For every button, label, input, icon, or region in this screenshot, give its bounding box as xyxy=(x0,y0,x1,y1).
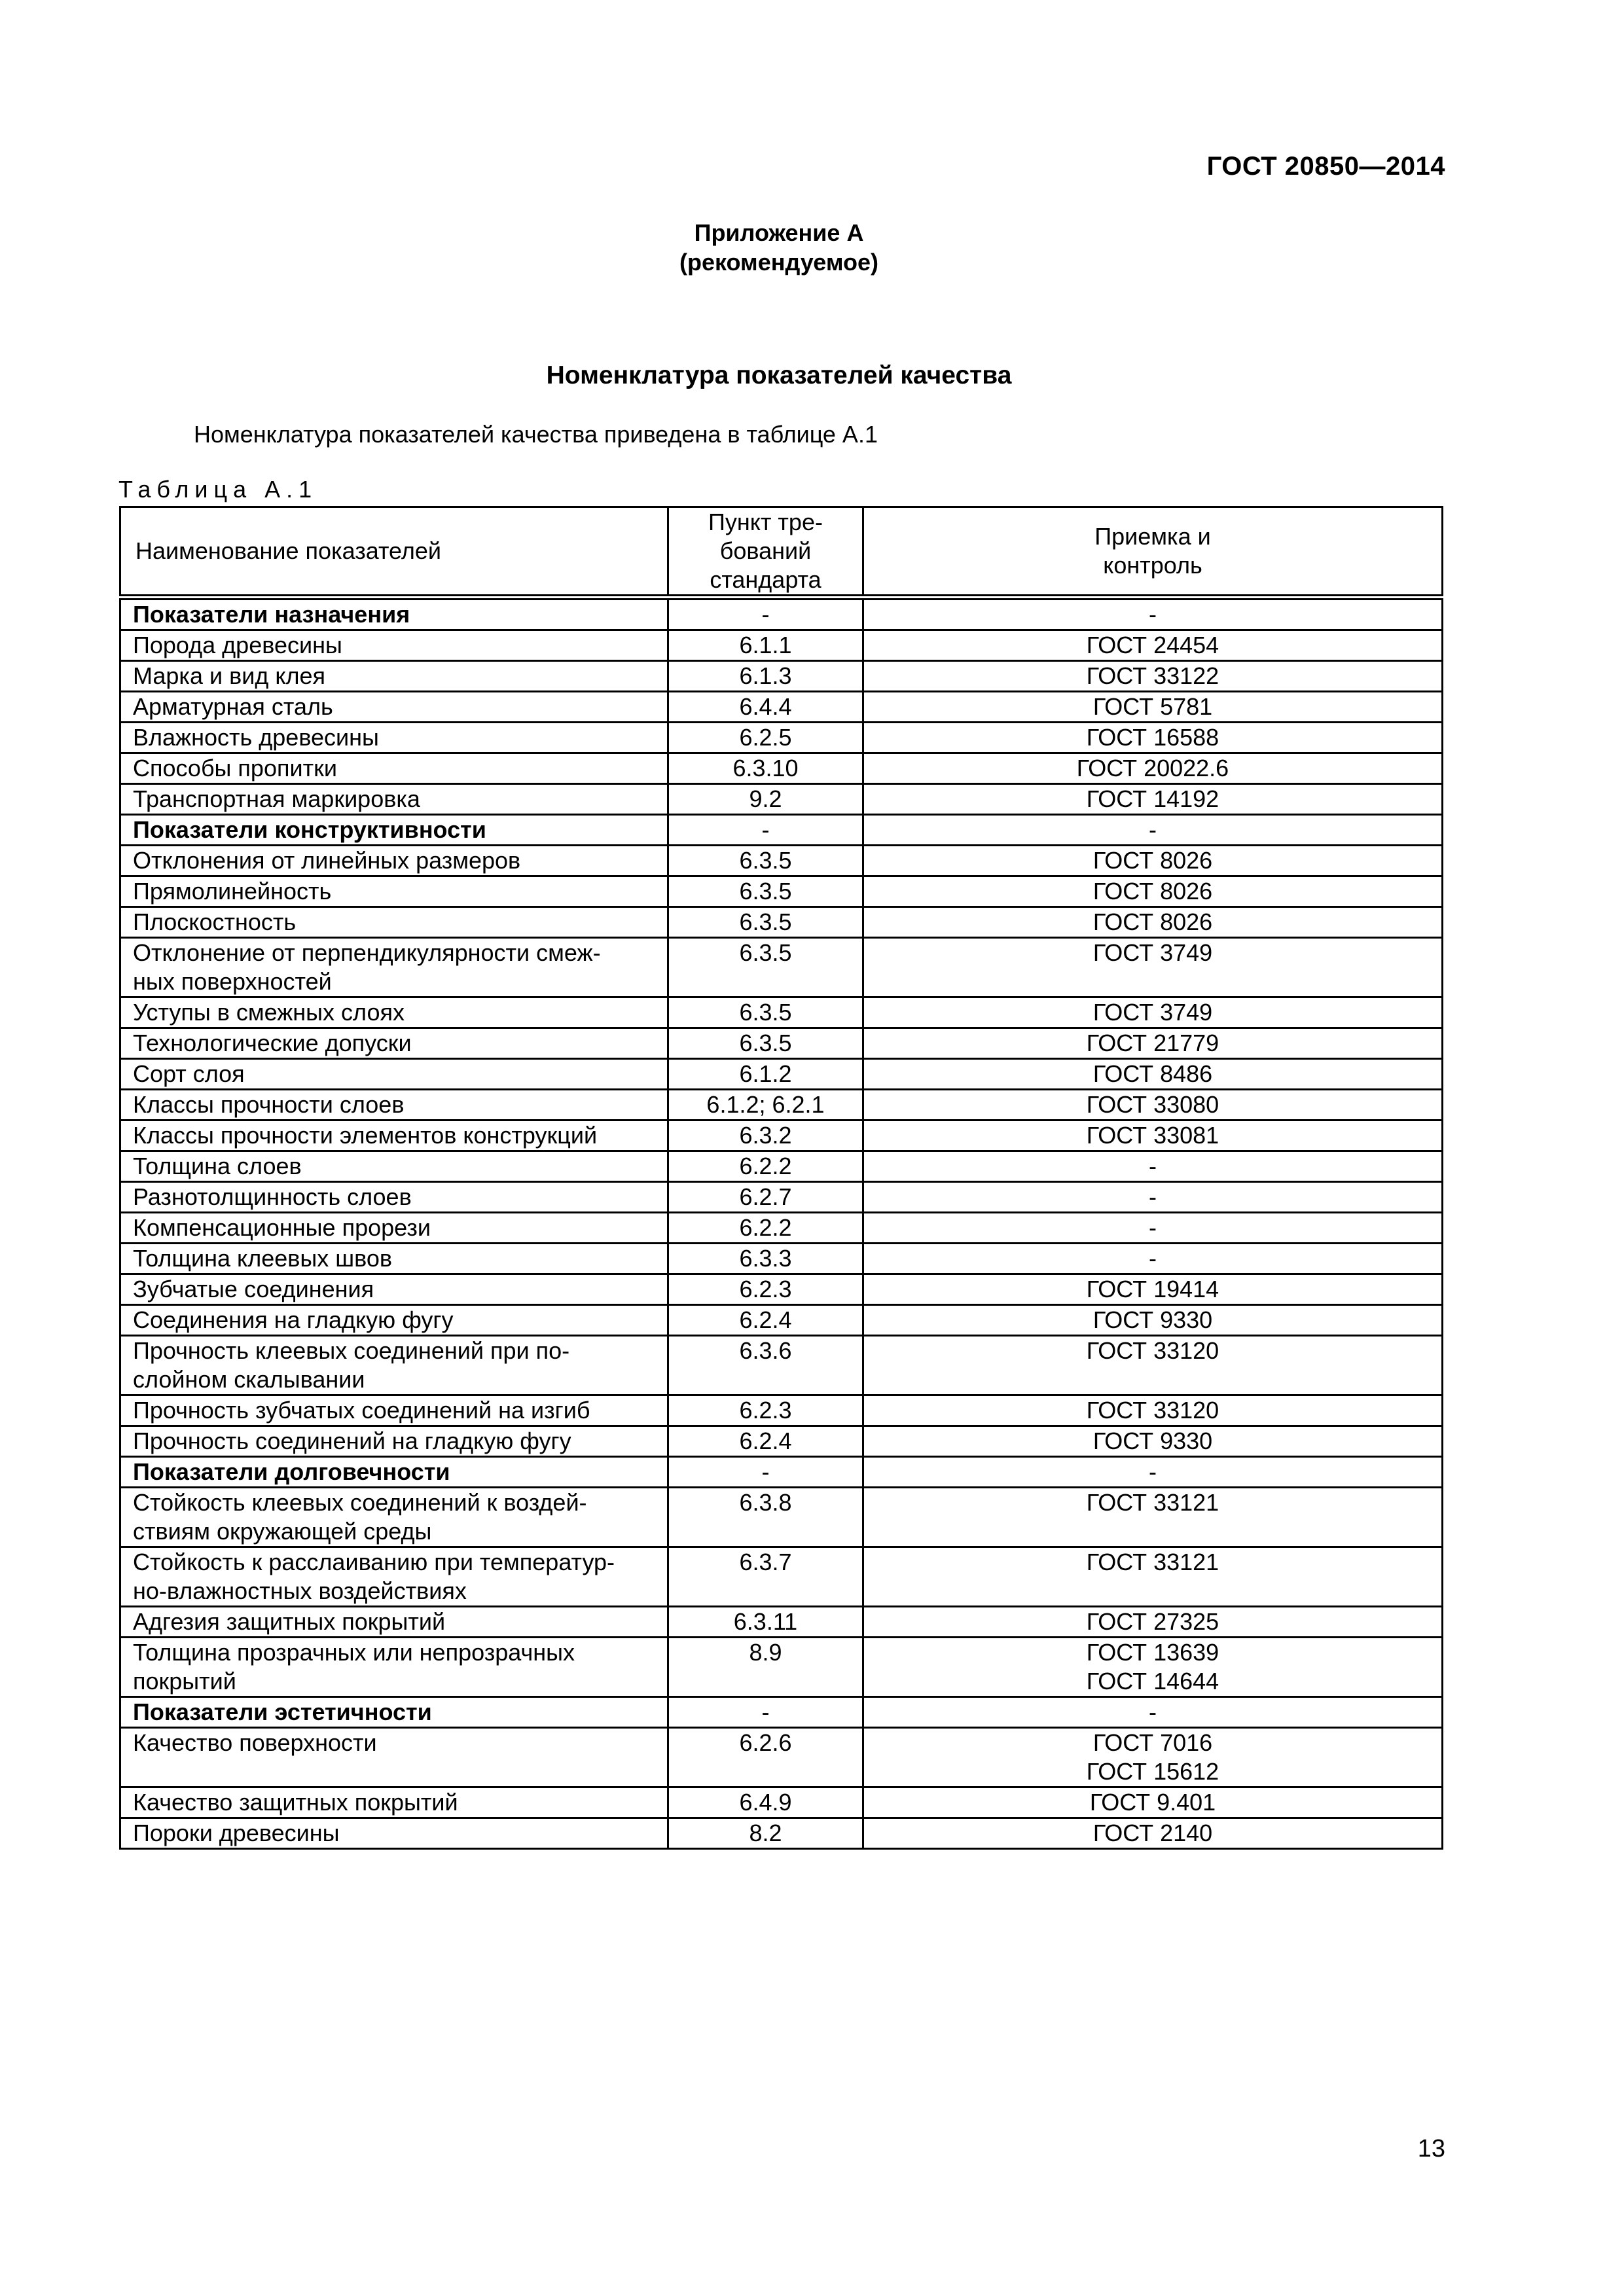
control-standard-cell: - xyxy=(863,1213,1443,1244)
control-standard-cell: - xyxy=(863,815,1443,846)
control-standard-cell: ГОСТ 8026 xyxy=(863,876,1443,907)
requirement-point-cell: - xyxy=(668,598,863,630)
table-row xyxy=(120,1488,1443,1547)
table-group-row xyxy=(120,1697,1443,1728)
table-row xyxy=(120,1426,1443,1457)
group-name-cell: Показатели конструктивности xyxy=(120,815,668,846)
table-row xyxy=(120,1638,1443,1697)
requirement-point-cell: - xyxy=(668,815,863,846)
indicator-name-cell: Способы пропитки xyxy=(120,753,668,784)
control-standard-cell: ГОСТ 9330 xyxy=(863,1305,1443,1336)
indicator-name-cell: Классы прочности элементов конструкций xyxy=(120,1121,668,1151)
indicator-name-cell: Порода древесины xyxy=(120,630,668,661)
requirement-point-cell: 6.2.3 xyxy=(668,1274,863,1305)
control-standard-cell: - xyxy=(863,1697,1443,1728)
control-standard-cell: ГОСТ 20022.6 xyxy=(863,753,1443,784)
control-standard-cell: ГОСТ 2140 xyxy=(863,1818,1443,1849)
indicator-name-cell: Классы прочности слоев xyxy=(120,1090,668,1121)
requirement-point-cell: 6.3.8 xyxy=(668,1488,863,1547)
indicator-name-cell: Транспортная маркировка xyxy=(120,784,668,815)
table-body xyxy=(120,598,1443,1849)
control-standard-cell: - xyxy=(863,598,1443,630)
table-row xyxy=(120,692,1443,723)
table-row xyxy=(120,876,1443,907)
control-standard-cell: ГОСТ 3749 xyxy=(863,938,1443,997)
indicator-name-cell: Марка и вид клея xyxy=(120,661,668,692)
requirement-point-cell: 6.3.5 xyxy=(668,997,863,1028)
control-standard-cell: - xyxy=(863,1151,1443,1182)
table-row xyxy=(120,1213,1443,1244)
control-standard-cell: - xyxy=(863,1457,1443,1488)
indicator-name-cell: Разнотолщинность слоев xyxy=(120,1182,668,1213)
table-row xyxy=(120,630,1443,661)
table-row xyxy=(120,938,1443,997)
table-row xyxy=(120,997,1443,1028)
requirement-point-cell: 8.2 xyxy=(668,1818,863,1849)
indicator-name-cell: Прочность зубчатых соединений на изгиб xyxy=(120,1395,668,1426)
requirement-point-cell: 9.2 xyxy=(668,784,863,815)
requirement-point-cell: 6.3.2 xyxy=(668,1121,863,1151)
control-standard-cell: ГОСТ 33120 xyxy=(863,1395,1443,1426)
table-row xyxy=(120,1395,1443,1426)
table-group-row xyxy=(120,598,1443,630)
control-standard-cell: ГОСТ 5781 xyxy=(863,692,1443,723)
indicator-name-cell: Толщина слоев xyxy=(120,1151,668,1182)
indicator-name-cell: Стойкость клеевых соединений к воздей- ствиям окружающей среды xyxy=(120,1488,668,1547)
requirement-point-cell: - xyxy=(668,1457,863,1488)
requirement-point-cell: 6.3.5 xyxy=(668,876,863,907)
indicator-name-cell: Соединения на гладкую фугу xyxy=(120,1305,668,1336)
indicator-name-cell: Пороки древесины xyxy=(120,1818,668,1849)
requirement-point-cell: 6.4.4 xyxy=(668,692,863,723)
indicator-name-cell: Сорт слоя xyxy=(120,1059,668,1090)
table-group-row xyxy=(120,815,1443,846)
requirement-point-cell: 6.3.7 xyxy=(668,1547,863,1607)
table-row xyxy=(120,1028,1443,1059)
control-standard-cell: ГОСТ 14192 xyxy=(863,784,1443,815)
requirement-point-cell: 6.2.6 xyxy=(668,1728,863,1787)
indicator-name-cell: Уступы в смежных слоях xyxy=(120,997,668,1028)
table-row xyxy=(120,907,1443,938)
table-row xyxy=(120,1787,1443,1818)
table-row xyxy=(120,661,1443,692)
control-standard-cell: ГОСТ 24454 xyxy=(863,630,1443,661)
requirement-point-cell: 6.2.4 xyxy=(668,1305,863,1336)
requirement-point-cell: 6.2.2 xyxy=(668,1151,863,1182)
control-standard-cell: ГОСТ 33121 xyxy=(863,1488,1443,1547)
group-name-cell: Показатели эстетичности xyxy=(120,1697,668,1728)
indicator-name-cell: Толщина клеевых швов xyxy=(120,1244,668,1274)
control-standard-cell: ГОСТ 8026 xyxy=(863,846,1443,876)
table-row xyxy=(120,753,1443,784)
requirement-point-cell: 6.1.2; 6.2.1 xyxy=(668,1090,863,1121)
table-row xyxy=(120,723,1443,753)
control-standard-cell: - xyxy=(863,1182,1443,1213)
column-header-point: Пункт тре- бований стандарта xyxy=(668,507,863,598)
requirement-point-cell: 6.3.5 xyxy=(668,1028,863,1059)
table-header xyxy=(120,507,1443,598)
requirement-point-cell: 6.3.3 xyxy=(668,1244,863,1274)
indicator-name-cell: Отклонения от линейных размеров xyxy=(120,846,668,876)
intro-paragraph: Номенклатура показателей качества приведена в таблице А.1 xyxy=(194,421,878,448)
group-name-cell: Показатели назначения xyxy=(120,598,668,630)
indicator-name-cell: Зубчатые соединения xyxy=(120,1274,668,1305)
control-standard-cell: ГОСТ 3749 xyxy=(863,997,1443,1028)
requirement-point-cell: 6.3.5 xyxy=(668,846,863,876)
indicator-name-cell: Компенсационные прорези xyxy=(120,1213,668,1244)
table-row xyxy=(120,1818,1443,1849)
column-header-control: Приемка и контроль xyxy=(863,507,1443,598)
annex-status: (рекомендуемое) xyxy=(679,249,878,276)
requirement-point-cell: 8.9 xyxy=(668,1638,863,1697)
table-row xyxy=(120,1090,1443,1121)
control-standard-cell: ГОСТ 21779 xyxy=(863,1028,1443,1059)
control-standard-cell: ГОСТ 9330 xyxy=(863,1426,1443,1457)
indicator-name-cell: Качество поверхности xyxy=(120,1728,668,1787)
indicator-name-cell: Отклонение от перпендикулярности смеж- ных поверхностей xyxy=(120,938,668,997)
control-standard-cell: ГОСТ 33122 xyxy=(863,661,1443,692)
control-standard-cell: ГОСТ 13639 ГОСТ 14644 xyxy=(863,1638,1443,1697)
table-row xyxy=(120,784,1443,815)
requirement-point-cell: 6.1.3 xyxy=(668,661,863,692)
requirement-point-cell: 6.2.3 xyxy=(668,1395,863,1426)
table-row xyxy=(120,1305,1443,1336)
table-row xyxy=(120,1121,1443,1151)
indicator-name-cell: Прочность клеевых соединений при по- слойном скалывании xyxy=(120,1336,668,1395)
requirement-point-cell: - xyxy=(668,1697,863,1728)
quality-indicators-table xyxy=(119,506,1443,1850)
control-standard-cell: ГОСТ 7016 ГОСТ 15612 xyxy=(863,1728,1443,1787)
control-standard-cell: ГОСТ 8026 xyxy=(863,907,1443,938)
control-standard-cell: ГОСТ 33081 xyxy=(863,1121,1443,1151)
indicator-name-cell: Качество защитных покрытий xyxy=(120,1787,668,1818)
table-row xyxy=(120,1547,1443,1607)
table-row xyxy=(120,1151,1443,1182)
control-standard-cell: ГОСТ 33121 xyxy=(863,1547,1443,1607)
control-standard-cell: ГОСТ 9.401 xyxy=(863,1787,1443,1818)
group-name-cell: Показатели долговечности xyxy=(120,1457,668,1488)
requirement-point-cell: 6.3.10 xyxy=(668,753,863,784)
indicator-name-cell: Арматурная сталь xyxy=(120,692,668,723)
document-designation: ГОСТ 20850—2014 xyxy=(1206,152,1445,181)
indicator-name-cell: Прямолинейность xyxy=(120,876,668,907)
indicator-name-cell: Влажность древесины xyxy=(120,723,668,753)
control-standard-cell: ГОСТ 8486 xyxy=(863,1059,1443,1090)
requirement-point-cell: 6.2.5 xyxy=(668,723,863,753)
table-row xyxy=(120,1607,1443,1638)
control-standard-cell: ГОСТ 33120 xyxy=(863,1336,1443,1395)
control-standard-cell: - xyxy=(863,1244,1443,1274)
requirement-point-cell: 6.2.2 xyxy=(668,1213,863,1244)
indicator-name-cell: Технологические допуски xyxy=(120,1028,668,1059)
control-standard-cell: ГОСТ 27325 xyxy=(863,1607,1443,1638)
control-standard-cell: ГОСТ 19414 xyxy=(863,1274,1443,1305)
table-row xyxy=(120,1274,1443,1305)
table-group-row xyxy=(120,1457,1443,1488)
table-row xyxy=(120,1244,1443,1274)
requirement-point-cell: 6.1.1 xyxy=(668,630,863,661)
section-title: Номенклатура показателей качества xyxy=(546,361,1012,389)
requirement-point-cell: 6.2.4 xyxy=(668,1426,863,1457)
indicator-name-cell: Стойкость к расслаиванию при температур- но-влажностных воздействиях xyxy=(120,1547,668,1607)
table-caption: Таблица А.1 xyxy=(118,476,318,503)
page-number: 13 xyxy=(1417,2135,1445,2162)
requirement-point-cell: 6.4.9 xyxy=(668,1787,863,1818)
indicator-name-cell: Адгезия защитных покрытий xyxy=(120,1607,668,1638)
column-header-name: Наименование показателей xyxy=(120,507,668,598)
table-row xyxy=(120,1059,1443,1090)
requirement-point-cell: 6.3.6 xyxy=(668,1336,863,1395)
table-row xyxy=(120,1728,1443,1787)
requirement-point-cell: 6.1.2 xyxy=(668,1059,863,1090)
requirement-point-cell: 6.3.5 xyxy=(668,938,863,997)
control-standard-cell: ГОСТ 33080 xyxy=(863,1090,1443,1121)
indicator-name-cell: Толщина прозрачных или непрозрачных покрытий xyxy=(120,1638,668,1697)
table-header-row xyxy=(120,507,1443,598)
table-row xyxy=(120,846,1443,876)
indicator-name-cell: Плоскостность xyxy=(120,907,668,938)
requirement-point-cell: 6.3.5 xyxy=(668,907,863,938)
table-row xyxy=(120,1182,1443,1213)
annex-heading xyxy=(0,218,1558,277)
annex-title: Приложение А xyxy=(694,219,864,246)
indicator-name-cell: Прочность соединений на гладкую фугу xyxy=(120,1426,668,1457)
requirement-point-cell: 6.3.11 xyxy=(668,1607,863,1638)
table-row xyxy=(120,1336,1443,1395)
requirement-point-cell: 6.2.7 xyxy=(668,1182,863,1213)
control-standard-cell: ГОСТ 16588 xyxy=(863,723,1443,753)
